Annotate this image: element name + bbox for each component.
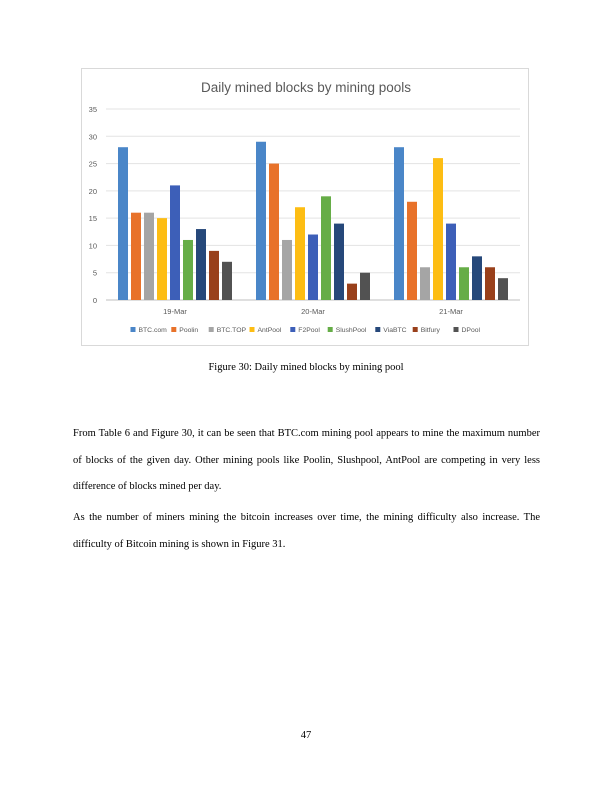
figure-caption: Figure 30: Daily mined blocks by mining pool: [208, 362, 404, 373]
bar-poolin-21-mar: [407, 202, 417, 300]
bar-viabtc-19-mar: [196, 229, 206, 300]
bar-dpool-20-mar: [360, 273, 370, 300]
legend-swatch: [290, 327, 295, 332]
paragraph-1: From Table 6 and Figure 30, it can be seen that BTC.com mining pool appears to mine the maximum number of blocks of the given day. Other mining pools like Poolin, Slushpool, AntPool are competing in very less difference of blocks mined per day.: [73, 428, 540, 492]
bar-bitfury-20-mar: [347, 284, 357, 300]
bar-btc-top-19-mar: [144, 213, 154, 300]
bar-f2pool-21-mar: [446, 224, 456, 300]
y-tick-label: 20: [88, 186, 97, 196]
legend-label: BTC.TOP: [216, 327, 247, 334]
bar-dpool-21-mar: [498, 278, 508, 300]
bar-dpool-19-mar: [222, 262, 232, 300]
bar-btc-com-19-mar: [118, 147, 128, 300]
bar-bitfury-21-mar: [485, 267, 495, 300]
bar-slushpool-21-mar: [459, 267, 469, 300]
legend-label: AntPool: [257, 327, 282, 334]
legend-swatch: [250, 327, 255, 332]
bar-viabtc-21-mar: [472, 256, 482, 300]
x-category-label: 20-Mar: [301, 307, 325, 316]
bar-antpool-21-mar: [433, 158, 443, 300]
legend-label: ViaBTC: [383, 327, 407, 334]
legend-label: DPool: [461, 327, 481, 334]
y-tick-label: 30: [88, 132, 97, 142]
y-tick-label: 10: [88, 241, 97, 251]
bar-f2pool-19-mar: [170, 185, 180, 300]
legend-label: BTC.com: [138, 327, 167, 334]
legend-swatch: [375, 327, 380, 332]
legend-swatch: [454, 327, 459, 332]
bar-antpool-20-mar: [295, 207, 305, 300]
chart-title: Daily mined blocks by mining pools: [200, 80, 412, 95]
bar-poolin-20-mar: [269, 164, 279, 300]
legend-label: F2Pool: [298, 327, 320, 334]
chart-frame: [81, 68, 529, 346]
paragraph-2: As the number of miners mining the bitcoin increases over time, the mining difficulty also increase. The difficulty of Bitcoin mining is shown in Figure 31.: [73, 512, 540, 550]
bar-slushpool-20-mar: [321, 196, 331, 300]
bar-btc-top-21-mar: [420, 267, 430, 300]
x-category-label: 21-Mar: [439, 307, 463, 316]
legend-swatch: [209, 327, 214, 332]
legend-label: SlushPool: [335, 327, 367, 334]
legend-label: Poolin: [179, 327, 199, 334]
legend-swatch: [171, 327, 176, 332]
bar-antpool-19-mar: [157, 218, 167, 300]
legend-swatch: [131, 327, 136, 332]
x-category-label: 19-Mar: [163, 307, 187, 316]
bar-slushpool-19-mar: [183, 240, 193, 300]
bar-viabtc-20-mar: [334, 224, 344, 300]
legend-swatch: [328, 327, 333, 332]
bar-chart: [82, 69, 530, 347]
legend-label: Bitfury: [420, 327, 440, 334]
y-tick-label: 0: [92, 296, 97, 305]
y-tick-label: 35: [88, 105, 97, 114]
bar-f2pool-20-mar: [308, 235, 318, 300]
page-number: 47: [300, 730, 312, 741]
y-tick-label: 25: [88, 159, 97, 169]
bar-bitfury-19-mar: [209, 251, 219, 300]
bar-poolin-19-mar: [131, 213, 141, 300]
y-tick-label: 5: [92, 268, 97, 278]
bar-btc-com-20-mar: [256, 142, 266, 300]
y-tick-label: 15: [88, 214, 97, 224]
bar-btc-top-20-mar: [282, 240, 292, 300]
bar-btc-com-21-mar: [394, 147, 404, 300]
legend-swatch: [413, 327, 418, 332]
